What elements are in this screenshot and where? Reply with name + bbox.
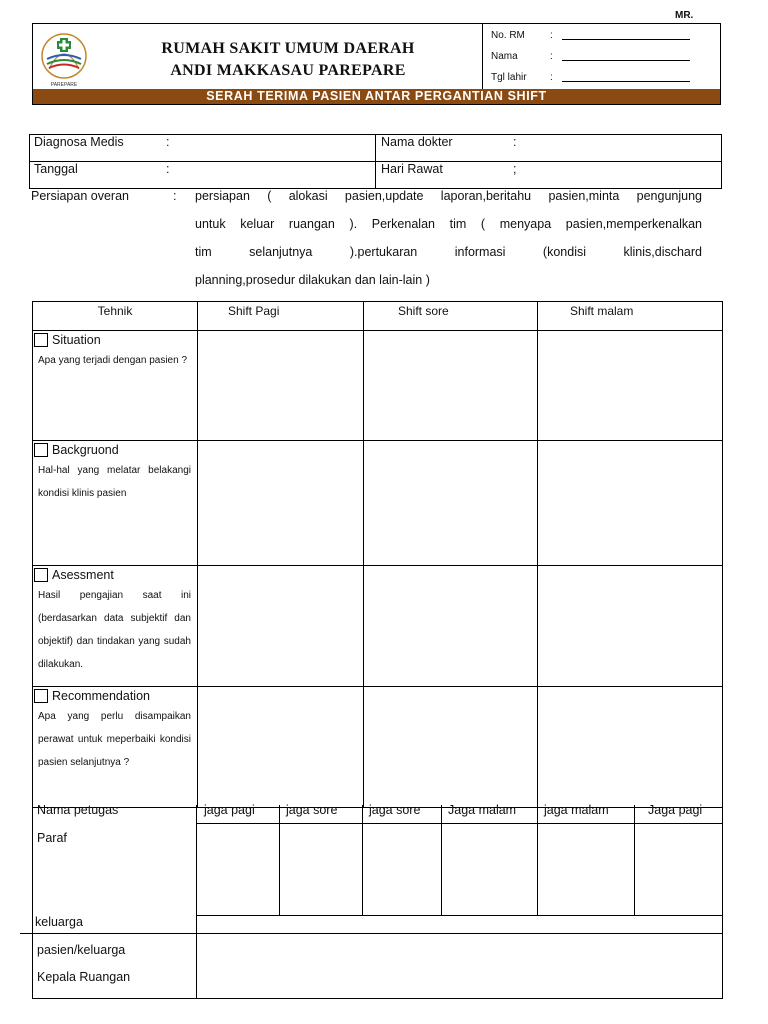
assessment-sore-cell[interactable]	[364, 566, 538, 687]
paraf-malam-2-cell[interactable]	[538, 824, 633, 914]
persiapan-section	[0, 189, 768, 289]
subheader-jaga-sore-1: jaga sore	[286, 803, 338, 817]
subheader-jaga-pagi-2: Jaga pagi	[648, 803, 703, 817]
dob-colon: :	[550, 72, 553, 83]
hospital-name-line2: ANDI MAKKASAU PAREPARE	[170, 62, 406, 79]
persiapan-label: Persiapan overan	[31, 189, 129, 203]
paraf-sore-1-cell[interactable]	[280, 824, 361, 914]
dob-field[interactable]	[562, 81, 690, 82]
situation-pagi-cell[interactable]	[198, 331, 364, 441]
dokter-label: Nama dokter	[381, 135, 453, 149]
signature-grid	[197, 805, 723, 915]
rm-colon: :	[550, 30, 553, 41]
tanggal-colon: :	[166, 162, 170, 176]
form-title: SERAH TERIMA PASIEN ANTAR PERGANTIAN SHIFT	[33, 89, 720, 104]
keluarga-label: keluarga	[35, 915, 83, 929]
hospital-logo	[37, 29, 91, 89]
background-sore-cell[interactable]	[364, 441, 538, 566]
persiapan-line4: planning,prosedur dilakukan dan lain-lain )	[195, 273, 430, 287]
background-title: Backgruond	[52, 443, 119, 457]
pasien-keluarga-label: pasien/keluarga	[37, 943, 126, 957]
recommendation-malam-cell[interactable]	[538, 687, 723, 808]
patient-id-box	[482, 24, 723, 89]
patient-info-table	[29, 134, 722, 189]
tanggal-label: Tanggal	[34, 162, 78, 176]
col-shift-malam: Shift malam	[538, 302, 723, 331]
assessment-desc: Hasil pengajian saat ini (berdasarkan data subjektif dan objektif) dan tindakan yang sudah dilakukan.	[38, 590, 191, 670]
diagnosa-label: Diagnosa Medis	[34, 135, 124, 149]
situation-checkbox[interactable]	[34, 333, 48, 347]
paraf-pagi-2-cell[interactable]	[635, 824, 722, 914]
hospital-name	[93, 38, 483, 82]
sbar-table	[32, 301, 723, 808]
recommendation-desc: Apa yang perlu disampaikan perawat untuk meperbaiki kondisi pasien selanjutnya ?	[38, 711, 191, 768]
paraf-malam-1-cell[interactable]	[442, 824, 536, 914]
hari-rawat-colon: ;	[513, 162, 517, 176]
persiapan-line2: untuk keluar ruangan ). Perkenalan tim ( menyapa pasien,memperkenalkan	[195, 217, 702, 231]
sbar-situation	[33, 331, 198, 441]
background-pagi-cell[interactable]	[198, 441, 364, 566]
col-shift-sore: Shift sore	[364, 302, 538, 331]
situation-sore-cell[interactable]	[364, 331, 538, 441]
sbar-assessment	[33, 566, 198, 687]
situation-title: Situation	[52, 333, 101, 347]
rm-label: No. RM	[491, 30, 525, 41]
mr-label: MR.	[675, 10, 694, 21]
assessment-title: Asessment	[52, 568, 114, 582]
subheader-jaga-malam-1: Jaga malam	[448, 803, 517, 817]
nama-petugas-label: Nama petugas	[37, 803, 119, 817]
background-checkbox[interactable]	[34, 443, 48, 457]
paraf-pagi-1-cell[interactable]	[198, 824, 278, 914]
kepala-ruangan-label: Kepala Ruangan	[37, 970, 131, 984]
recommendation-title: Recommendation	[52, 689, 150, 703]
subheader-jaga-sore-2: jaga sore	[369, 803, 421, 817]
sbar-recommendation	[33, 687, 198, 808]
assessment-checkbox[interactable]	[34, 568, 48, 582]
col-tehnik: Tehnik	[33, 302, 198, 331]
name-label: Nama	[491, 51, 518, 62]
situation-desc: Apa yang terjadi dengan pasien ?	[38, 355, 188, 366]
persiapan-colon: :	[173, 189, 177, 203]
rm-field[interactable]	[562, 39, 690, 40]
subheader-jaga-malam-2: jaga malam	[544, 803, 609, 817]
dob-label: Tgl lahir	[491, 72, 527, 83]
recommendation-checkbox[interactable]	[34, 689, 48, 703]
background-malam-cell[interactable]	[538, 441, 723, 566]
assessment-pagi-cell[interactable]	[198, 566, 364, 687]
dokter-colon: :	[513, 135, 517, 149]
hari-rawat-cell[interactable]	[376, 162, 722, 189]
recommendation-pagi-cell[interactable]	[198, 687, 364, 808]
col-shift-pagi: Shift Pagi	[198, 302, 364, 331]
assessment-malam-cell[interactable]	[538, 566, 723, 687]
recommendation-sore-cell[interactable]	[364, 687, 538, 808]
diagnosa-colon: :	[166, 135, 170, 149]
persiapan-line1: persiapan ( alokasi pasien,update laporan,beritahu pasien,minta pengunjung	[195, 189, 702, 203]
background-desc: Hal-hal yang melatar belakangi kondisi klinis pasien	[38, 465, 191, 499]
tanggal-cell[interactable]	[30, 162, 376, 189]
situation-malam-cell[interactable]	[538, 331, 723, 441]
subheader-jaga-pagi-1: jaga pagi	[204, 803, 255, 817]
name-colon: :	[550, 51, 553, 62]
paraf-label: Paraf	[37, 831, 67, 845]
svg-text:PAREPARE: PAREPARE	[50, 82, 78, 88]
signature-section	[32, 805, 723, 999]
diagnosa-cell[interactable]	[30, 135, 376, 162]
sbar-background	[33, 441, 198, 566]
name-field[interactable]	[562, 60, 690, 61]
hospital-name-line1: RUMAH SAKIT UMUM DAERAH	[161, 40, 415, 57]
family-signature-cell[interactable]	[197, 934, 722, 998]
form-header	[32, 23, 721, 105]
dokter-cell[interactable]	[376, 135, 722, 162]
persiapan-line3: tim selanjutnya ).pertukaran informasi (kondisi klinis,dischard	[195, 245, 702, 259]
hari-rawat-label: Hari Rawat	[381, 162, 443, 176]
paraf-sore-2-cell[interactable]	[363, 824, 440, 914]
